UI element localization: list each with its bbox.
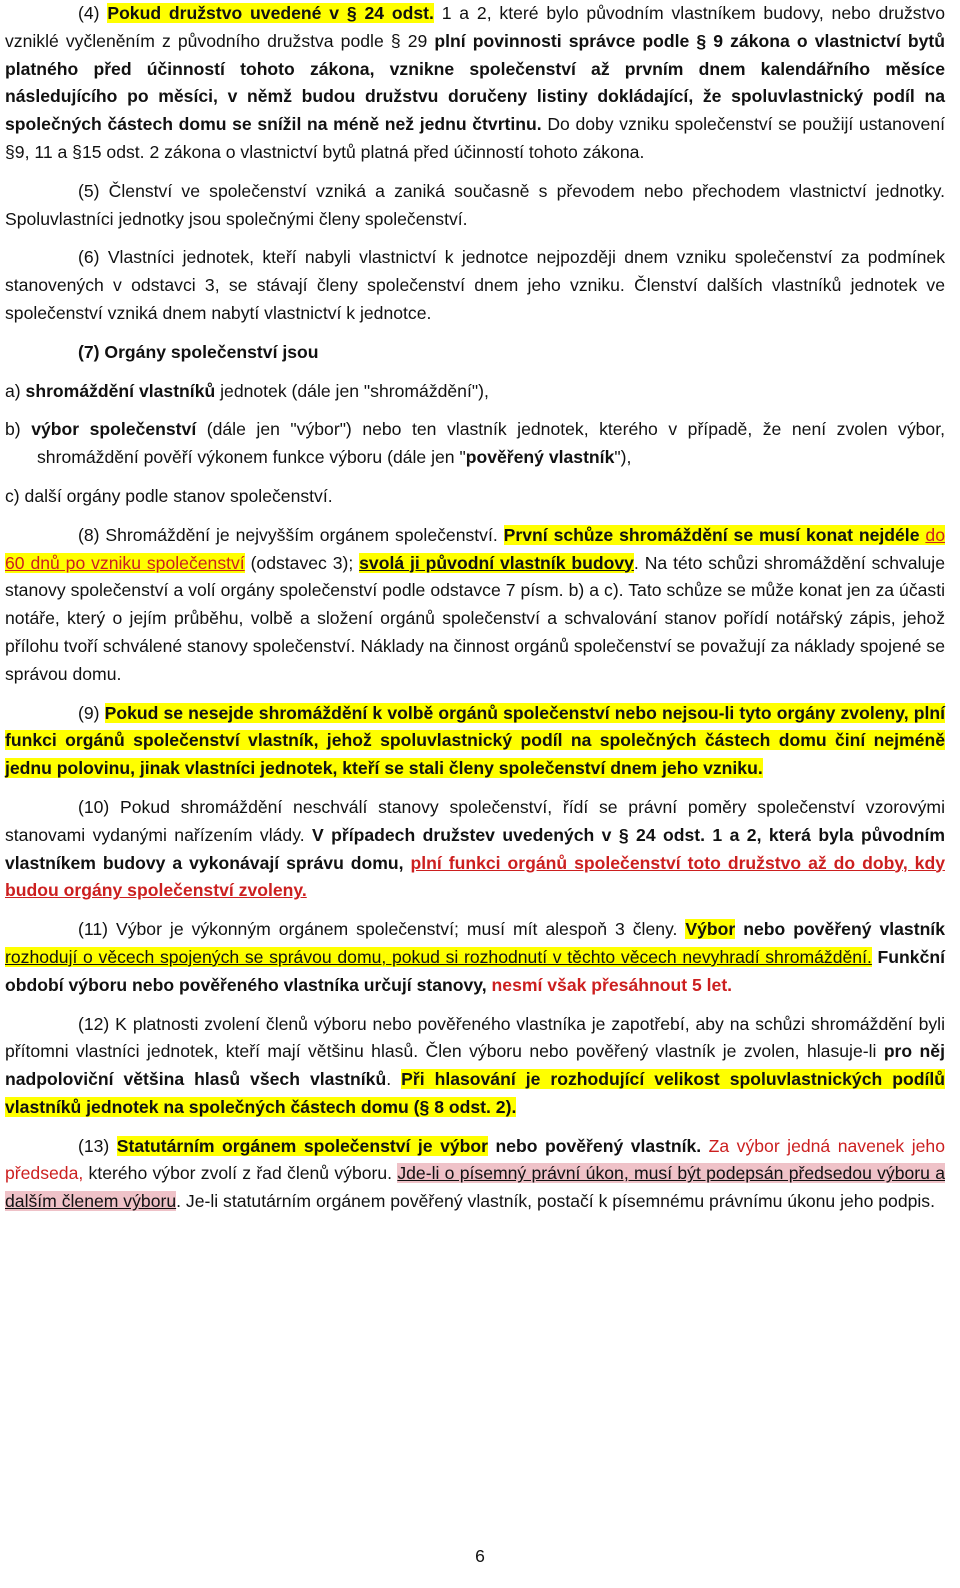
- p11-highlight-vybor: Výbor: [685, 919, 736, 940]
- p10-lead: (10) Pokud shromáždění neschválí stanovy společenství, řídí se právní poměry společenství vzorovými stanovami vydanými nařízením vlády.: [5, 796, 945, 845]
- paragraph-9: [5, 700, 945, 783]
- p11-lead: (11) Výbor je výkonným orgánem společenství; musí mít alespoň 3 členy.: [78, 919, 686, 940]
- paragraph-12: [5, 1011, 945, 1122]
- p11-bold: nebo pověřený vlastník: [735, 919, 945, 940]
- p8-rest: . Na této schůzi shromáždění schvaluje stanovy společenství a volí orgány společenství podle odstavce 7 písm. b) a c). Tato schůze se může konat jen za účasti notáře, který o jejím průběhu, volbě a složení orgánů společenství a schvalování stanov pořídí notářský zápis, jehož přílohu tvoří schválené stanovy společenství. Náklady na činnost orgánů společenství se považují za náklady spojené se správou domu.: [5, 552, 945, 684]
- list-a-bold: shromáždění vlastníků: [25, 380, 216, 401]
- list-b-bold: výbor společenství: [31, 419, 197, 440]
- p12-bold: pro něj nadpoloviční většina hlasů všech vlastníků: [5, 1041, 945, 1090]
- p13-highlight: Statutárním orgánem společenství je výbor: [116, 1135, 488, 1156]
- p4-mid: 1 a 2, které bylo původním vlastníkem budovy, nebo družstvo vzniklé vyčleněním z původního družstva podle § 29: [5, 3, 946, 51]
- p11-red: nesmí však přesáhnout 5 let.: [491, 974, 733, 995]
- p4-rest: Do doby vzniku společenství se použijí ustanovení §9, 11 a §15 odst. 2 zákona o vlastnictví bytů platná před účinností tohoto zákona.: [5, 114, 945, 162]
- document-page: [5, 0, 945, 1216]
- paragraph-10: [5, 794, 945, 905]
- paragraph-6: [5, 244, 945, 327]
- p13-red: Za výbor jedná navenek jeho předseda,: [5, 1135, 945, 1184]
- paragraph-8: [5, 522, 945, 689]
- p8-highlight: První schůze shromáždění se musí konat nejdéle: [503, 524, 920, 545]
- p12-lead: (12) K platnosti zvolení členů výboru nebo pověřeného vlastníka je zapotřebí, aby na schůzi shromáždění byli přítomni vlastníci jednotek, kteří mají většinu hlasů. Člen výboru nebo pověřený vlastník je zvolen, hlasuje-li: [5, 1013, 945, 1062]
- p13-lead: (13): [78, 1135, 117, 1156]
- list-b-label: b): [5, 419, 32, 440]
- list-c-label: c): [5, 485, 25, 506]
- paragraph-5: [5, 178, 945, 234]
- list-c-text: další orgány podle stanov společenství.: [24, 485, 333, 506]
- list-b-rest2: "),: [614, 447, 632, 468]
- p6-text: (6) Vlastníci jednotek, kteří nabyli vlastnictví k jednotce nejpozději dnem vzniku společenství za podmínek stanovených v odstavci 3, se stávají členy společenství dnem jeho vzniku. Členství dalších vlastníků jednotek ve společenství vzniká dnem nabytí vlastnictví k jednotce.: [5, 247, 945, 323]
- p8-lead: (8) Shromáždění je nejvyšším orgánem společenství.: [78, 524, 504, 545]
- p4-lead: (4): [78, 3, 108, 23]
- list-a-rest: jednotek (dále jen "shromáždění"),: [215, 380, 489, 401]
- p10-bold: V případech družstev uvedených v § 24 odst. 1 a 2, která byla původním vlastníkem budovy a vykonávají správu domu,: [5, 824, 945, 873]
- paragraph-4: [5, 0, 945, 167]
- paragraph-13: [5, 1133, 945, 1216]
- p12-highlight: Při hlasování je rozhodující velikost spoluvlastnických podílů vlastníků jednotek na společných částech domu (§ 8 odst. 2).: [5, 1069, 946, 1117]
- list-item-c: [5, 483, 945, 511]
- list-item-b: [5, 416, 945, 472]
- paragraph-11: [5, 916, 945, 999]
- p12-mid: .: [386, 1069, 402, 1090]
- list-b-rest1: (dále jen "výbor") nebo ten vlastník jednotek, kterého v případě, že není zvolen výbor, shromáždění pověří výkonem funkce výboru (dále jen ": [37, 419, 945, 468]
- p11-highlight-underlined: rozhodují o věcech spojených se správou domu, pokud si rozhodnutí v těchto věcech nevyhradí shromáždění.: [5, 946, 872, 967]
- p4-bold: plní povinnosti správce podle § 9 zákona o vlastnictví bytů platného před účinností tohoto zákona, vznikne společenství až prvním dnem kalendářního měsíce následujícího po měsíci, v němž budou družstvu doručeny listiny dokládající, že spoluvlastnický podíl na společných částech domu se snížil na méně než jednu čtvrtinu.: [5, 30, 945, 135]
- p13-rest: . Je-li statutárním orgánem pověřený vlastník, postačí k písemnému právnímu úkonu jeho podpis.: [176, 1191, 935, 1212]
- list-item-a: [5, 378, 945, 406]
- p13-bold: nebo pověřený vlastník.: [487, 1135, 709, 1156]
- p5-text: (5) Členství ve společenství vzniká a zaniká současně s převodem nebo přechodem vlastnictví jednotky. Spoluvlastníci jednotky jsou společnými členy společenství.: [5, 180, 945, 229]
- list-a-label: a): [5, 380, 26, 401]
- p4-highlight: Pokud družstvo uvedené v § 24 odst.: [107, 3, 434, 23]
- p13-pink-underlined: Jde-li o písemný právní úkon, musí být podepsán předsedou výboru a dalším členem výboru: [5, 1163, 945, 1212]
- p10-red-underlined: plní funkci orgánů společenství toto družstvo až do doby, kdy budou orgány společenství zvoleny.: [5, 852, 945, 901]
- p8-mid: (odstavec 3);: [244, 552, 360, 573]
- p8-red-underlined: do 60 dnů po vzniku společenství: [5, 524, 945, 573]
- p9-lead: (9): [78, 702, 105, 723]
- p11-bold2: Funkční období výboru nebo pověřeného vlastníka určují stanovy,: [5, 946, 945, 995]
- p13-mid: kterého výbor zvolí z řad členů výboru.: [83, 1163, 398, 1184]
- list-b-bold2: pověřený vlastník: [465, 447, 615, 468]
- paragraph-7-heading: (7) Orgány společenství jsou: [78, 341, 319, 362]
- p8-bold-underlined: svolá ji původní vlastník budovy: [359, 552, 634, 573]
- p9-highlight: Pokud se nesejde shromáždění k volbě orgánů společenství nebo nejsou-li tyto orgány zvoleny, plní funkci orgánů společenství vlastník, jehož spoluvlastnický podíl na společných částech domu činí nejméně jednu polovinu, jinak vlastníci jednotek, kteří se stali členy společenství dnem jeho vzniku.: [5, 702, 946, 779]
- page-number: 6: [475, 1546, 485, 1566]
